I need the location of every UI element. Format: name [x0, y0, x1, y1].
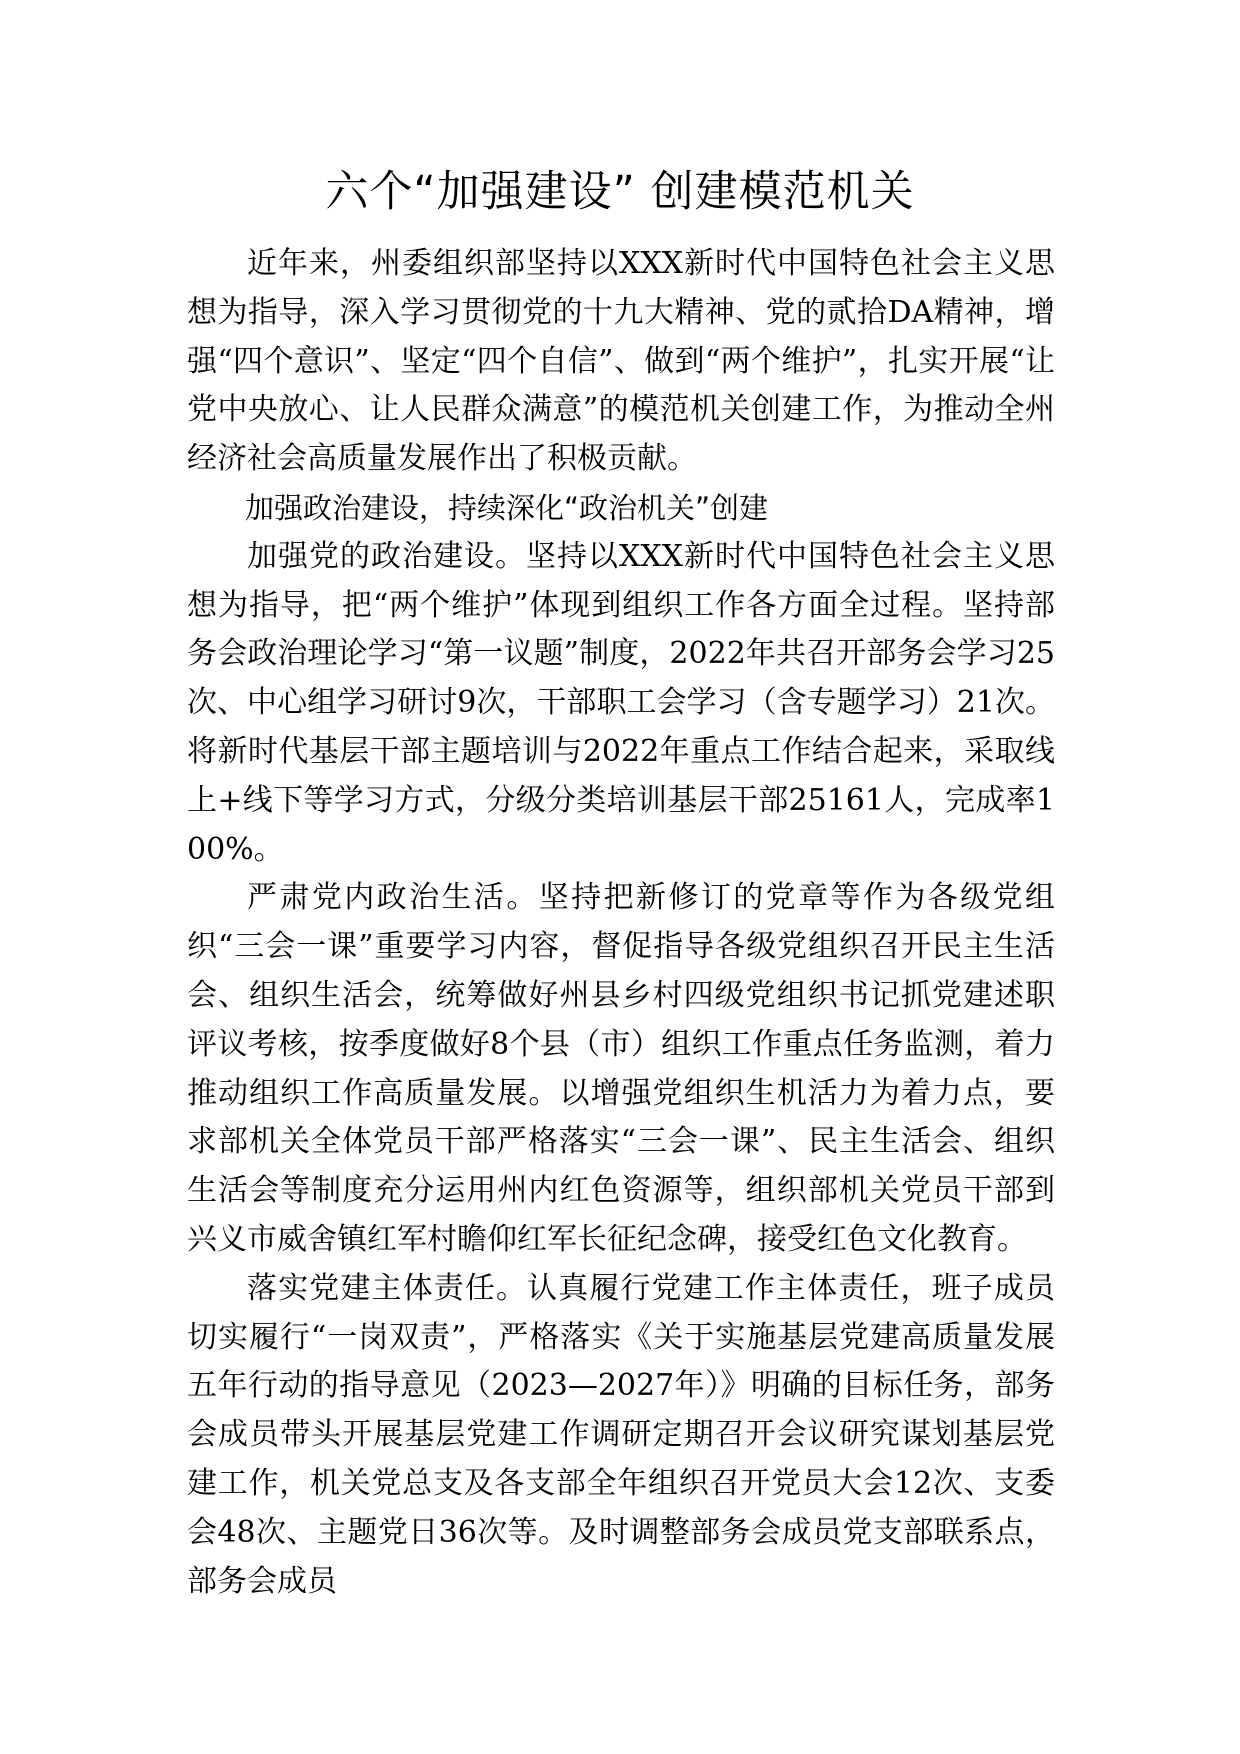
document-body [187, 240, 1055, 1606]
document-title: 六个“加强建设” 创建模范机关 [325, 167, 915, 217]
paragraph-political-building: 加强党的政治建设。坚持以XXX新时代中国特色社会主义思想为指导，把“两个维护”体现到组织工作各方面全过程。坚持部务会政治理论学习“第一议题”制度，2022年共召开部务会学习25次、中心组学习研讨9次，干部职工会学习（含专题学习）21次。将新时代基层干部主题培训与2022年重点工作结合起来，采取线上+线下等学习方式，分级分类培训基层干部25161人，完成率100%。 [187, 538, 1055, 867]
paragraph-intro: 近年来，州委组织部坚持以XXX新时代中国特色社会主义思想为指导，深入学习贯彻党的十九大精神、党的贰拾DA精神，增强“四个意识”、坚定“四个自信”、做到“两个维护”，扎实开展“让党中央放心、让人民群众满意”的模范机关创建工作，为推动全州经济社会高质量发展作出了积极贡献。 [187, 246, 1055, 477]
paragraph-party-responsibility: 落实党建主体责任。认真履行党建工作主体责任，班子成员切实履行“一岗双责”，严格落实《关于实施基层党建高质量发展五年行动的指导意见（2023—2027年）》明确的目标任务，部务会成员带头开展基层党建工作调研定期召开会议研究谋划基层党建工作，机关党总支及各支部全年组织召开党员大会12次、支委会48次、主题党日36次等。及时调整部务会成员党支部联系点，部务会成员 [187, 1270, 1055, 1599]
section-heading: 加强政治建设，持续深化“政治机关”创建 [245, 490, 769, 525]
paragraph-political-life: 严肃党内政治生活。坚持把新修订的党章等作为各级党组织“三会一课”重要学习内容，督促指导各级党组织召开民主生活会、组织生活会，统筹做好州县乡村四级党组织书记抓党建述职评议考核，按季度做好8个县（市）组织工作重点任务监测，着力推动组织工作高质量发展。以增强党组织生机活力为着力点，要求部机关全体党员干部严格落实“三会一课”、民主生活会、组织生活会等制度充分运用州内红色资源等，组织部机关党员干部到兴义市威舍镇红军村瞻仰红军长征纪念碑，接受红色文化教育。 [187, 880, 1055, 1257]
